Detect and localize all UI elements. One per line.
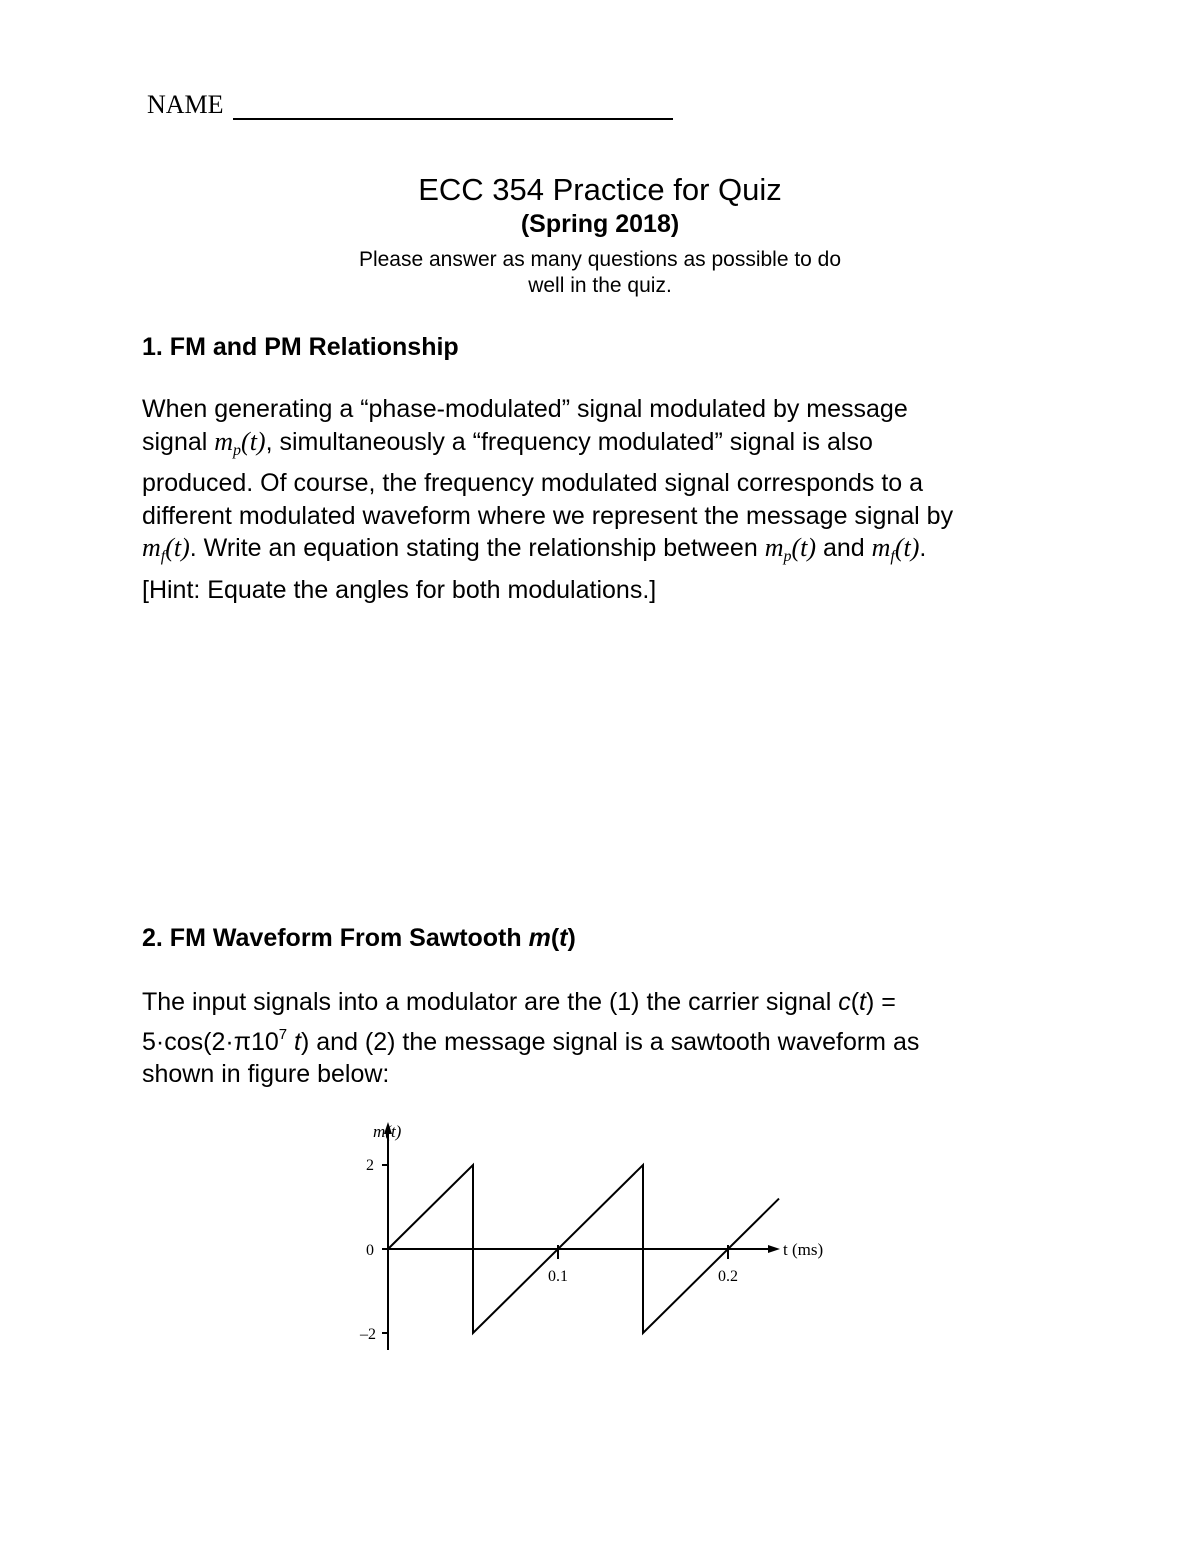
exponent: 7 [278, 1025, 288, 1043]
mp-subscript: p [233, 441, 242, 459]
name-blank-line[interactable] [233, 118, 673, 120]
q2-heading-m: m [528, 924, 551, 952]
mf-symbol: m [142, 533, 161, 563]
sawtooth-chart [340, 1110, 860, 1370]
mp-subscript-2: p [783, 548, 792, 566]
q1-line-2-rest: , simultaneously a “frequency modulated” signal is also [265, 427, 873, 456]
space [287, 1028, 294, 1056]
q1-line-2 [142, 426, 1042, 468]
q2-line-2 [142, 1019, 1042, 1059]
mf-argument: (t) [165, 533, 190, 563]
mp-argument: (t) [241, 426, 266, 456]
q2-heading-open: ( [550, 924, 560, 952]
q1-line-6: [Hint: Equate the angles for both modulations.] [142, 575, 657, 604]
q1-line-5-text: . Write an equation stating the relationship between [189, 534, 765, 563]
instructions-line-2: well in the quiz. [528, 274, 672, 297]
q2-line-2-rest: ) and (2) the message signal is a sawtooth waveform as [301, 1027, 920, 1056]
q2-heading-close: ) [567, 924, 576, 952]
q1-line-3: produced. Of course, the frequency modulated signal corresponds to a [142, 469, 924, 498]
q1-body [142, 393, 1042, 607]
pi-symbol: π [233, 1027, 251, 1056]
x-tick-label-0-1: 0.1 [548, 1268, 568, 1285]
y-tick-label-2: 2 [366, 1157, 374, 1174]
q1-heading: 1. FM and PM Relationship [142, 333, 459, 361]
chart-axes [384, 1122, 780, 1350]
q2-line-2-text: 5·cos(2· [142, 1027, 234, 1056]
x-axis-arrow [768, 1245, 780, 1253]
x-axis-label: t (ms) [783, 1240, 824, 1259]
y-tick-label-0: 0 [366, 1242, 374, 1259]
q2-line-2-t: t [294, 1027, 301, 1056]
mp-argument-2: (t) [791, 533, 817, 563]
mf-argument-2: (t) [894, 533, 920, 563]
q1-line-4: different modulated waveform where we represent the message signal by [142, 501, 954, 530]
q2-line-3: shown in figure below: [142, 1060, 390, 1089]
y-tick-label-neg2: –2 [360, 1326, 376, 1343]
mf-subscript: f [160, 548, 166, 566]
q2-heading-t: t [559, 924, 568, 952]
q1-line-1-text: When generating a “phase-modulated” signal modulated by message [142, 395, 908, 423]
q1-line-2-text: signal [142, 427, 215, 456]
instructions-line-1: Please answer as many questions as possible to do [358, 248, 842, 271]
instructions [0, 247, 1200, 299]
x-tick-label-0-2: 0.2 [718, 1268, 738, 1285]
carrier-open: ( [850, 988, 860, 1016]
q1-line-5-end: . [919, 534, 927, 563]
page-title: ECC 354 Practice for Quiz [418, 172, 782, 207]
q2-line-1-text: The input signals into a modulator are the (1) the carrier signal [142, 988, 839, 1016]
q2-line-1 [142, 986, 1042, 1019]
q2-heading [142, 924, 576, 953]
ten-base: 10 [250, 1027, 279, 1056]
q2-heading-text: 2. FM Waveform From Sawtooth [142, 924, 529, 952]
name-label: NAME [147, 90, 224, 119]
q2-body [142, 986, 1042, 1091]
q1-line-5 [142, 532, 1042, 574]
y-axis-label: m(t) [373, 1122, 402, 1141]
carrier-c: c [838, 988, 851, 1016]
carrier-close: ) [865, 988, 875, 1016]
page-subtitle: (Spring 2018) [520, 210, 680, 238]
mp-symbol-2: m [764, 533, 784, 563]
q2-line-1-eq: = [874, 988, 896, 1016]
mf-symbol-2: m [871, 533, 891, 563]
carrier-t: t [859, 988, 866, 1016]
q1-line-5-and: and [816, 534, 872, 563]
mf-subscript-2: f [890, 548, 895, 566]
q1-line-1 [142, 393, 1042, 426]
mp-symbol: m [214, 426, 234, 456]
